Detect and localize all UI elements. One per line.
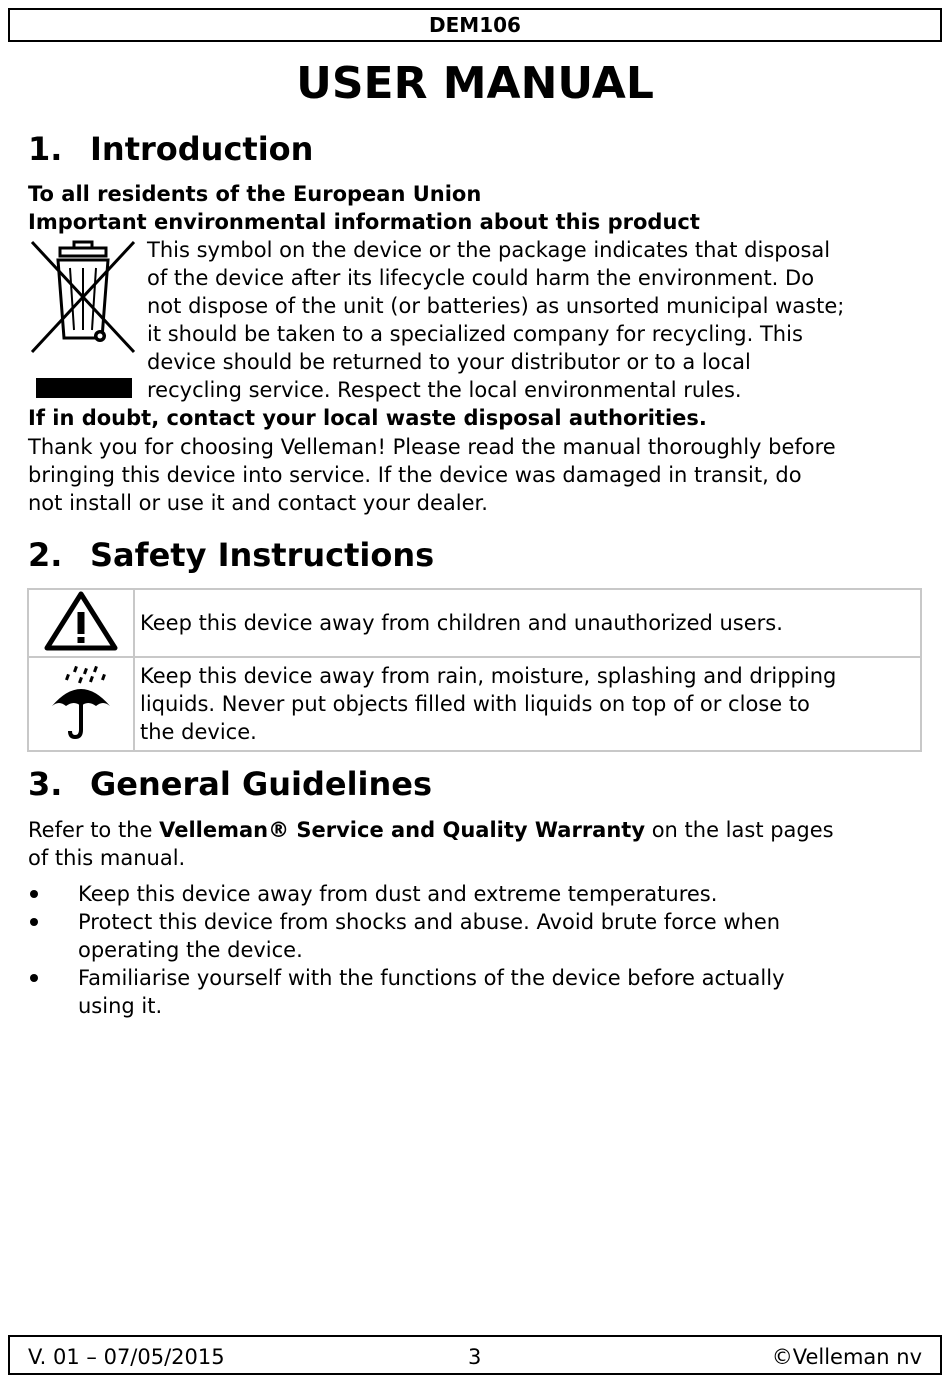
guideline-bullet-continued: operating the device. bbox=[78, 938, 303, 962]
copyright: ©Velleman nv bbox=[771, 1345, 922, 1369]
guideline-bullet: Familiarise yourself with the functions of the device before actually bbox=[78, 966, 785, 990]
section-heading-introduction bbox=[28, 130, 313, 168]
version-date: V. 01 – 07/05/2015 bbox=[28, 1345, 225, 1369]
env-heading: Important environmental information about this product bbox=[28, 210, 700, 234]
section-title: Safety Instructions bbox=[90, 536, 435, 574]
safety-text-cell bbox=[134, 657, 921, 751]
weee-bin-icon bbox=[28, 238, 138, 400]
guideline-bullet-continued: using it. bbox=[78, 994, 163, 1018]
section-number: 2. bbox=[28, 536, 63, 574]
document-header bbox=[8, 8, 942, 42]
section-title: General Guidelines bbox=[90, 765, 433, 803]
safety-row bbox=[28, 657, 921, 751]
section-heading-guidelines bbox=[28, 765, 432, 803]
warranty-prefix: Refer to the bbox=[28, 818, 160, 842]
section-heading-safety bbox=[28, 536, 434, 574]
guideline-bullet: Keep this device away from dust and extreme temperatures. bbox=[78, 882, 718, 906]
warranty-suffix: on the last pages bbox=[645, 818, 834, 842]
bullet-icon bbox=[30, 974, 38, 982]
safety-table bbox=[27, 588, 922, 752]
safety-text-line: the device. bbox=[140, 720, 257, 744]
weee-text-line: it should be taken to a specialized company for recycling. This bbox=[147, 322, 803, 346]
document-footer bbox=[8, 1335, 942, 1375]
page-number: 3 bbox=[468, 1345, 482, 1369]
thanks-text-line: Thank you for choosing Velleman! Please read the manual thoroughly before bbox=[28, 435, 836, 459]
safety-text-line: liquids. Never put objects filled with liquids on top of or close to bbox=[140, 692, 810, 716]
weee-text-line: device should be returned to your distributor or to a local bbox=[147, 350, 751, 374]
weee-text-line: recycling service. Respect the local environmental rules. bbox=[147, 378, 742, 402]
safety-icon-cell bbox=[28, 589, 134, 657]
weee-text-line: This symbol on the device or the package indicates that disposal bbox=[147, 238, 831, 262]
warning-triangle-icon bbox=[43, 590, 119, 652]
section-title: Introduction bbox=[90, 130, 314, 168]
section-number: 1. bbox=[28, 130, 63, 168]
safety-text-line: Keep this device away from rain, moisture, splashing and dripping bbox=[140, 664, 837, 688]
page-title: USER MANUAL bbox=[296, 58, 654, 109]
guideline-bullet: Protect this device from shocks and abuse. Avoid brute force when bbox=[78, 910, 781, 934]
umbrella-rain-icon bbox=[46, 664, 116, 740]
model-number: DEM106 bbox=[429, 13, 521, 37]
weee-text-line: of the device after its lifecycle could harm the environment. Do bbox=[147, 266, 815, 290]
safety-text-line: Keep this device away from children and unauthorized users. bbox=[140, 611, 783, 635]
bullet-icon bbox=[30, 918, 38, 926]
safety-row bbox=[28, 589, 921, 657]
section-number: 3. bbox=[28, 765, 63, 803]
safety-text-cell bbox=[134, 589, 921, 657]
warranty-name: Velleman® Service and Quality Warranty bbox=[159, 818, 646, 842]
bullet-icon bbox=[30, 890, 38, 898]
warranty-reference-line2: of this manual. bbox=[28, 846, 186, 870]
thanks-text-line: not install or use it and contact your dealer. bbox=[28, 491, 488, 515]
thanks-text-line: bringing this device into service. If the device was damaged in transit, do bbox=[28, 463, 802, 487]
weee-text-line: not dispose of the unit (or batteries) as unsorted municipal waste; bbox=[147, 294, 845, 318]
safety-icon-cell bbox=[28, 657, 134, 751]
warranty-reference bbox=[28, 816, 834, 844]
disposal-doubt-note: If in doubt, contact your local waste disposal authorities. bbox=[28, 406, 707, 430]
eu-heading: To all residents of the European Union bbox=[28, 182, 482, 206]
